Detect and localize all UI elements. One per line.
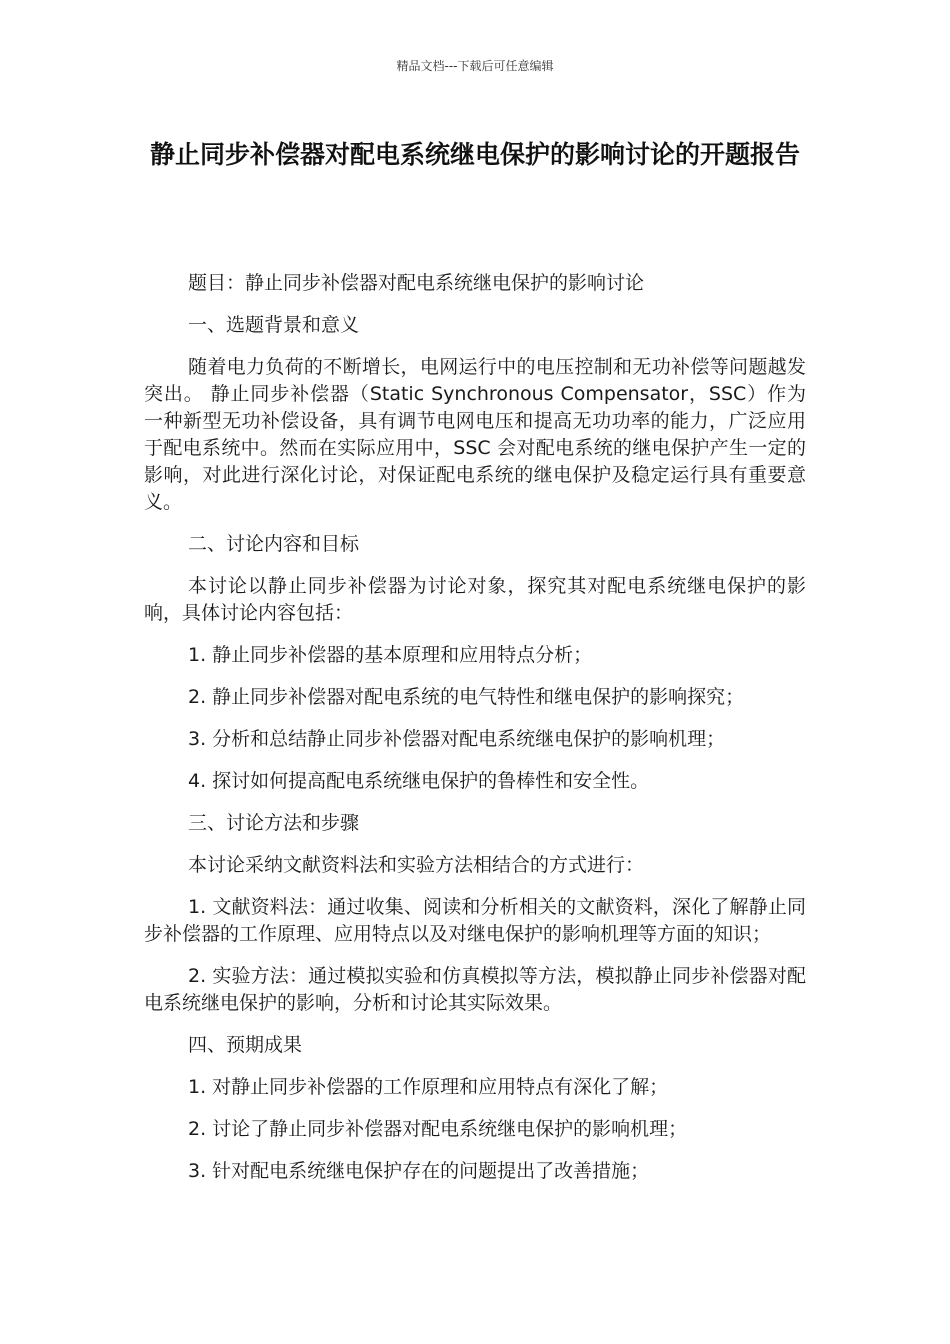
outcomes-list-item: 2. 讨论了静止同步补偿器对配电系统继电保护的影响机理；	[188, 1118, 688, 1140]
content-list-item: 3. 分析和总结静止同步补偿器对配电系统继电保护的影响机理；	[188, 728, 726, 750]
background-paragraph: 随着电力负荷的不断增长，电网运行中的电压控制和无功补偿等问题越发突出。 静止同步补偿器（Static Synchronous Compensator，SSC）作为一种新型无功补偿设备，具有调节电网电压和提高无功功率的能力，广泛应用于配电系统中。然而在实际应用中，SSC 会对配电系统的继电保护产生一定的影响，对此进行深化讨论，对保证配电系统的继电保护及稳定运行具有重要意义。	[144, 356, 806, 513]
content-list-item: 1. 静止同步补偿器的基本原理和应用特点分析；	[188, 644, 593, 666]
section-heading-outcomes: 四、预期成果	[188, 1034, 303, 1056]
header-note: 精品文档---下载后可任意编辑	[396, 59, 554, 73]
document-title: 静止同步补偿器对配电系统继电保护的影响讨论的开题报告	[149, 140, 800, 169]
content-intro-paragraph: 本讨论以静止同步补偿器为讨论对象，探究其对配电系统继电保护的影响，具体讨论内容包括：	[144, 575, 806, 624]
content-list-item: 4. 探讨如何提高配电系统继电保护的鲁棒性和安全性。	[188, 770, 650, 792]
methods-list-item: 2. 实验方法：通过模拟实验和仿真模拟等方法，模拟静止同步补偿器对配电系统继电保护的影响，分析和讨论其实际效果。	[144, 965, 806, 1014]
document-body	[144, 270, 806, 1200]
section-heading-background: 一、选题背景和意义	[188, 314, 360, 336]
topic-line: 题目：静止同步补偿器对配电系统继电保护的影响讨论	[188, 272, 645, 294]
content-list-item: 2. 静止同步补偿器对配电系统的电气特性和继电保护的影响探究；	[188, 686, 745, 708]
outcomes-list-item: 1. 对静止同步补偿器的工作原理和应用特点有深化了解；	[188, 1076, 669, 1098]
section-heading-content: 二、讨论内容和目标	[188, 533, 360, 555]
outcomes-list-item: 3. 针对配电系统继电保护存在的问题提出了改善措施；	[188, 1160, 650, 1182]
section-heading-methods: 三、讨论方法和步骤	[188, 812, 360, 834]
methods-list-item: 1. 文献资料法：通过收集、阅读和分析相关的文献资料，深化了解静止同步补偿器的工作原理、应用特点以及对继电保护的影响机理等方面的知识；	[144, 896, 806, 945]
methods-intro-paragraph: 本讨论采纳文献资料法和实验方法相结合的方式进行：	[188, 854, 645, 876]
